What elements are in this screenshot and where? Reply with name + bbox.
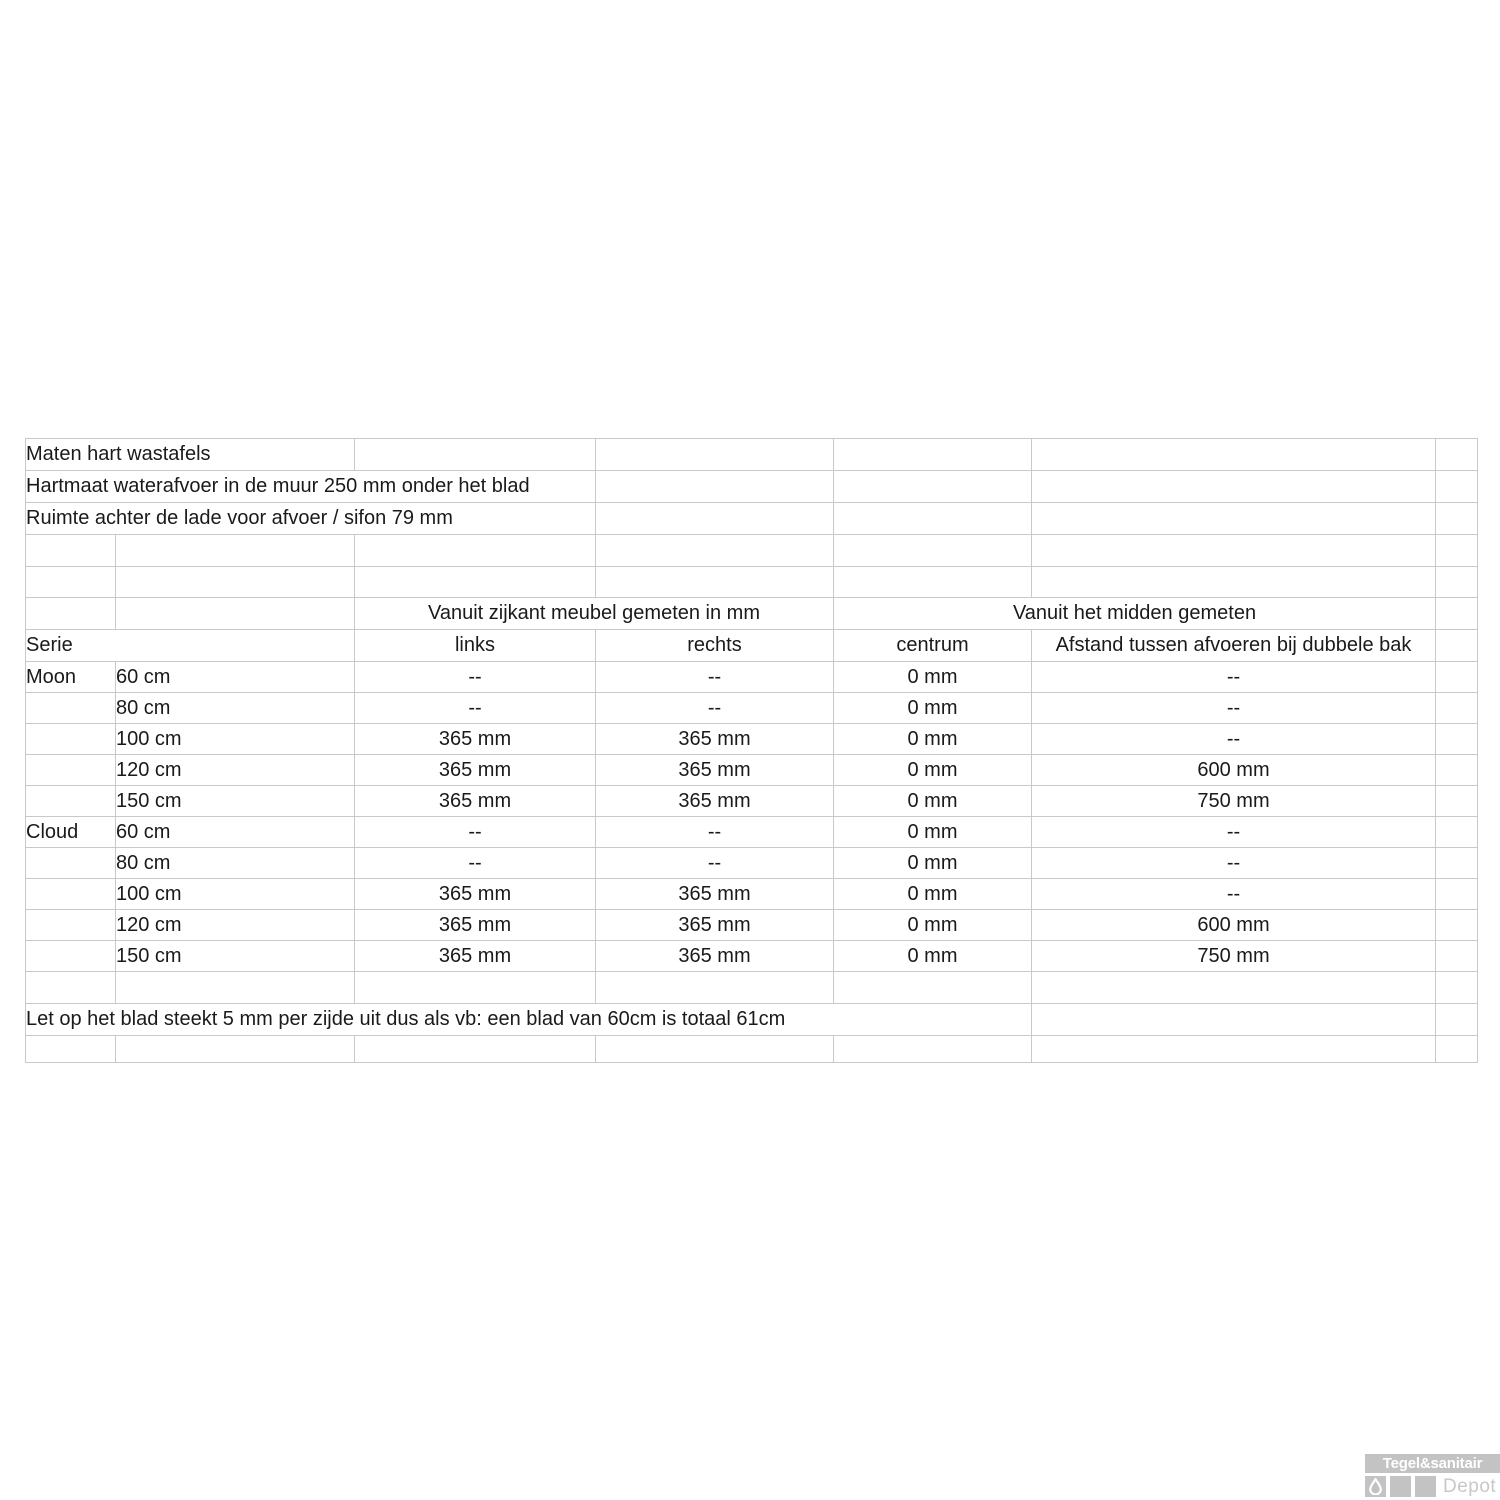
size-cell: 120 cm <box>116 755 355 786</box>
size-cell: 80 cm <box>116 693 355 724</box>
serie-cell <box>26 755 116 786</box>
empty-cell <box>1436 848 1478 879</box>
empty-cell <box>596 1036 834 1063</box>
empty-cell <box>596 535 834 567</box>
afstand-cell: -- <box>1032 724 1436 755</box>
empty-cell <box>1032 471 1436 503</box>
empty-cell <box>1436 503 1478 535</box>
empty-cell <box>116 567 355 598</box>
empty-cell <box>1032 535 1436 567</box>
serie-cell: Cloud <box>26 817 116 848</box>
group-header-middle: Vanuit het midden gemeten <box>834 598 1436 630</box>
empty-cell <box>596 503 834 535</box>
rechts-cell: 365 mm <box>596 910 834 941</box>
empty-cell <box>1436 439 1478 471</box>
empty-cell <box>834 567 1032 598</box>
serie-cell <box>26 879 116 910</box>
rechts-cell: -- <box>596 662 834 693</box>
empty-cell <box>1436 567 1478 598</box>
size-cell: 60 cm <box>116 662 355 693</box>
bottom-note: Let op het blad steekt 5 mm per zijde uit dus als vb: een blad van 60cm is totaal 61cm <box>26 1004 1032 1036</box>
empty-cell <box>1436 786 1478 817</box>
empty-cell <box>1436 662 1478 693</box>
col-header-links: links <box>355 630 596 662</box>
centrum-cell: 0 mm <box>834 848 1032 879</box>
logo-sub-text: Depot <box>1443 1476 1497 1497</box>
afstand-cell: 600 mm <box>1032 910 1436 941</box>
centrum-cell: 0 mm <box>834 662 1032 693</box>
size-cell: 150 cm <box>116 941 355 972</box>
empty-cell <box>1436 972 1478 1004</box>
empty-cell <box>834 535 1032 567</box>
logo-brand-bar <box>1365 1454 1500 1473</box>
rechts-cell: 365 mm <box>596 879 834 910</box>
empty-cell <box>834 439 1032 471</box>
selected-cell <box>355 439 596 471</box>
empty-cell <box>1032 503 1436 535</box>
empty-cell <box>1436 1036 1478 1063</box>
centrum-cell: 0 mm <box>834 786 1032 817</box>
centrum-cell: 0 mm <box>834 941 1032 972</box>
centrum-cell: 0 mm <box>834 879 1032 910</box>
afstand-cell: 600 mm <box>1032 755 1436 786</box>
afstand-cell: -- <box>1032 693 1436 724</box>
size-cell: 60 cm <box>116 817 355 848</box>
logo-square <box>1390 1476 1411 1497</box>
empty-cell <box>116 598 355 630</box>
empty-cell <box>1436 724 1478 755</box>
empty-cell <box>26 598 116 630</box>
top-note-1: Maten hart wastafels <box>26 439 355 471</box>
empty-cell <box>596 567 834 598</box>
links-cell: -- <box>355 817 596 848</box>
centrum-cell: 0 mm <box>834 817 1032 848</box>
empty-cell <box>1436 471 1478 503</box>
size-cell: 120 cm <box>116 910 355 941</box>
empty-cell <box>1032 439 1436 471</box>
size-cell: 80 cm <box>116 848 355 879</box>
top-note-3: Ruimte achter de lade voor afvoer / sifon 79 mm <box>26 503 596 535</box>
links-cell: 365 mm <box>355 786 596 817</box>
rechts-cell: -- <box>596 848 834 879</box>
centrum-cell: 0 mm <box>834 910 1032 941</box>
serie-cell <box>26 724 116 755</box>
afstand-cell: -- <box>1032 879 1436 910</box>
rechts-cell: 365 mm <box>596 941 834 972</box>
links-cell: -- <box>355 662 596 693</box>
empty-cell <box>1436 535 1478 567</box>
empty-cell <box>1436 693 1478 724</box>
empty-cell <box>596 439 834 471</box>
serie-cell: Moon <box>26 662 116 693</box>
empty-cell <box>116 535 355 567</box>
empty-cell <box>355 1036 596 1063</box>
links-cell: -- <box>355 848 596 879</box>
top-note-2: Hartmaat waterafvoer in de muur 250 mm onder het blad <box>26 471 596 503</box>
empty-cell <box>26 972 116 1004</box>
empty-cell <box>834 972 1032 1004</box>
centrum-cell: 0 mm <box>834 724 1032 755</box>
empty-cell <box>1032 1036 1436 1063</box>
empty-cell <box>1032 567 1436 598</box>
empty-cell <box>596 972 834 1004</box>
empty-cell <box>355 567 596 598</box>
empty-cell <box>834 503 1032 535</box>
empty-cell <box>26 535 116 567</box>
empty-cell <box>1436 630 1478 662</box>
empty-cell <box>1436 817 1478 848</box>
col-header-centrum: centrum <box>834 630 1032 662</box>
empty-cell <box>1436 879 1478 910</box>
rechts-cell: -- <box>596 693 834 724</box>
empty-cell <box>834 471 1032 503</box>
empty-cell <box>116 972 355 1004</box>
serie-cell <box>26 848 116 879</box>
col-header-afstand: Afstand tussen afvoeren bij dubbele bak <box>1032 630 1436 662</box>
afstand-cell: -- <box>1032 662 1436 693</box>
links-cell: 365 mm <box>355 910 596 941</box>
centrum-cell: 0 mm <box>834 755 1032 786</box>
size-cell: 100 cm <box>116 724 355 755</box>
centrum-cell: 0 mm <box>834 693 1032 724</box>
tegel-sanitair-logo <box>1365 1454 1500 1497</box>
afstand-cell: 750 mm <box>1032 786 1436 817</box>
size-cell: 150 cm <box>116 786 355 817</box>
links-cell: -- <box>355 693 596 724</box>
serie-cell <box>26 941 116 972</box>
links-cell: 365 mm <box>355 724 596 755</box>
serie-cell <box>26 910 116 941</box>
empty-cell <box>116 1036 355 1063</box>
spreadsheet-grid <box>25 438 1478 1063</box>
empty-cell <box>1436 598 1478 630</box>
afstand-cell: -- <box>1032 848 1436 879</box>
rechts-cell: 365 mm <box>596 724 834 755</box>
afstand-cell: 750 mm <box>1032 941 1436 972</box>
empty-cell <box>355 972 596 1004</box>
col-header-rechts: rechts <box>596 630 834 662</box>
logo-brand-text: Tegel&sanitair <box>1382 1455 1483 1472</box>
logo-square <box>1415 1476 1436 1497</box>
empty-cell <box>1032 972 1436 1004</box>
links-cell: 365 mm <box>355 755 596 786</box>
empty-cell <box>596 471 834 503</box>
empty-cell <box>1436 1004 1478 1036</box>
empty-cell <box>1436 910 1478 941</box>
empty-cell <box>1436 941 1478 972</box>
serie-cell <box>26 693 116 724</box>
group-header-side: Vanuit zijkant meubel gemeten in mm <box>355 598 834 630</box>
serie-cell <box>26 786 116 817</box>
droplet-icon <box>1368 1478 1383 1495</box>
size-cell: 100 cm <box>116 879 355 910</box>
empty-cell <box>1436 755 1478 786</box>
empty-cell <box>355 535 596 567</box>
empty-cell <box>26 567 116 598</box>
rechts-cell: 365 mm <box>596 786 834 817</box>
rechts-cell: 365 mm <box>596 755 834 786</box>
afstand-cell: -- <box>1032 817 1436 848</box>
empty-cell <box>1032 1004 1436 1036</box>
logo-bottom-row <box>1365 1476 1500 1497</box>
links-cell: 365 mm <box>355 941 596 972</box>
logo-droplet-square <box>1365 1476 1386 1497</box>
rechts-cell: -- <box>596 817 834 848</box>
empty-cell <box>834 1036 1032 1063</box>
empty-cell <box>26 1036 116 1063</box>
links-cell: 365 mm <box>355 879 596 910</box>
serie-header: Serie <box>26 630 355 662</box>
